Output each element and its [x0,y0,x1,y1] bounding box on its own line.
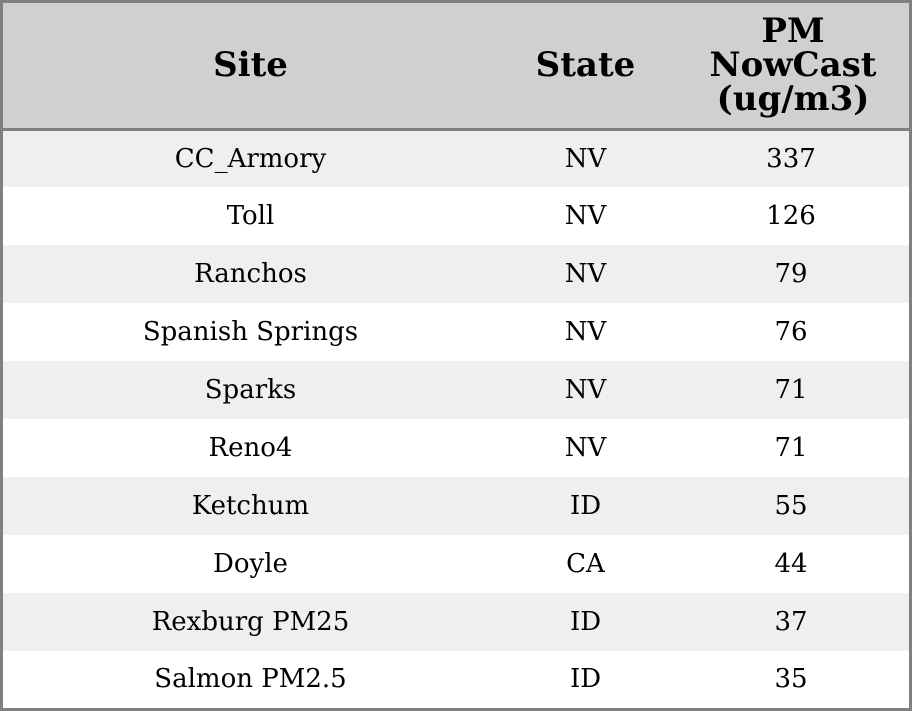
table-row [3,419,909,477]
column-header-pm-nowcast [673,3,909,129]
table-row [3,477,909,535]
table-row [3,303,909,361]
table-row [3,535,909,593]
cell-state: ID [569,607,602,637]
cell-site: Rexburg PM25 [151,607,350,637]
cell-state: NV [564,317,607,347]
cell-site: Doyle [213,549,288,579]
cell-state: ID [569,491,602,521]
table-row [3,245,909,303]
cell-pm-nowcast: 71 [774,433,808,463]
table-header-row [3,3,909,129]
cell-state: NV [564,143,607,174]
table-body [3,129,909,707]
pm-nowcast-table [3,3,909,707]
cell-site: Ketchum [191,491,310,521]
cell-site: Salmon PM2.5 [154,664,347,694]
cell-pm-nowcast: 126 [766,201,816,231]
cell-pm-nowcast: 337 [766,143,816,174]
cell-state: ID [569,664,602,694]
cell-site: Sparks [204,375,297,405]
cell-site: Toll [226,201,275,231]
column-header-state: State [498,3,673,129]
cell-state: NV [564,433,607,463]
cell-pm-nowcast: 55 [774,491,808,521]
cell-state: CA [566,549,605,579]
table-row [3,129,909,187]
cell-state: NV [564,201,607,231]
cell-pm-nowcast: 35 [774,664,808,694]
column-header-site: Site [3,3,498,129]
cell-pm-nowcast: 79 [774,259,808,289]
cell-site: Reno4 [208,433,293,463]
table-row [3,187,909,245]
cell-state: NV [564,259,607,289]
column-header-pm-nowcast-text: PM NowCast (ug/m3) [709,11,877,120]
cell-site: Ranchos [194,259,307,289]
cell-site: CC_Armory [174,143,327,174]
cell-pm-nowcast: 76 [774,317,808,347]
cell-pm-nowcast: 71 [774,375,808,405]
cell-pm-nowcast: 37 [774,607,808,637]
cell-state: NV [564,375,607,405]
cell-site: Spanish Springs [142,317,359,347]
table-row [3,593,909,651]
table-row [3,361,909,419]
cell-pm-nowcast: 44 [774,549,808,579]
table-row [3,651,909,707]
